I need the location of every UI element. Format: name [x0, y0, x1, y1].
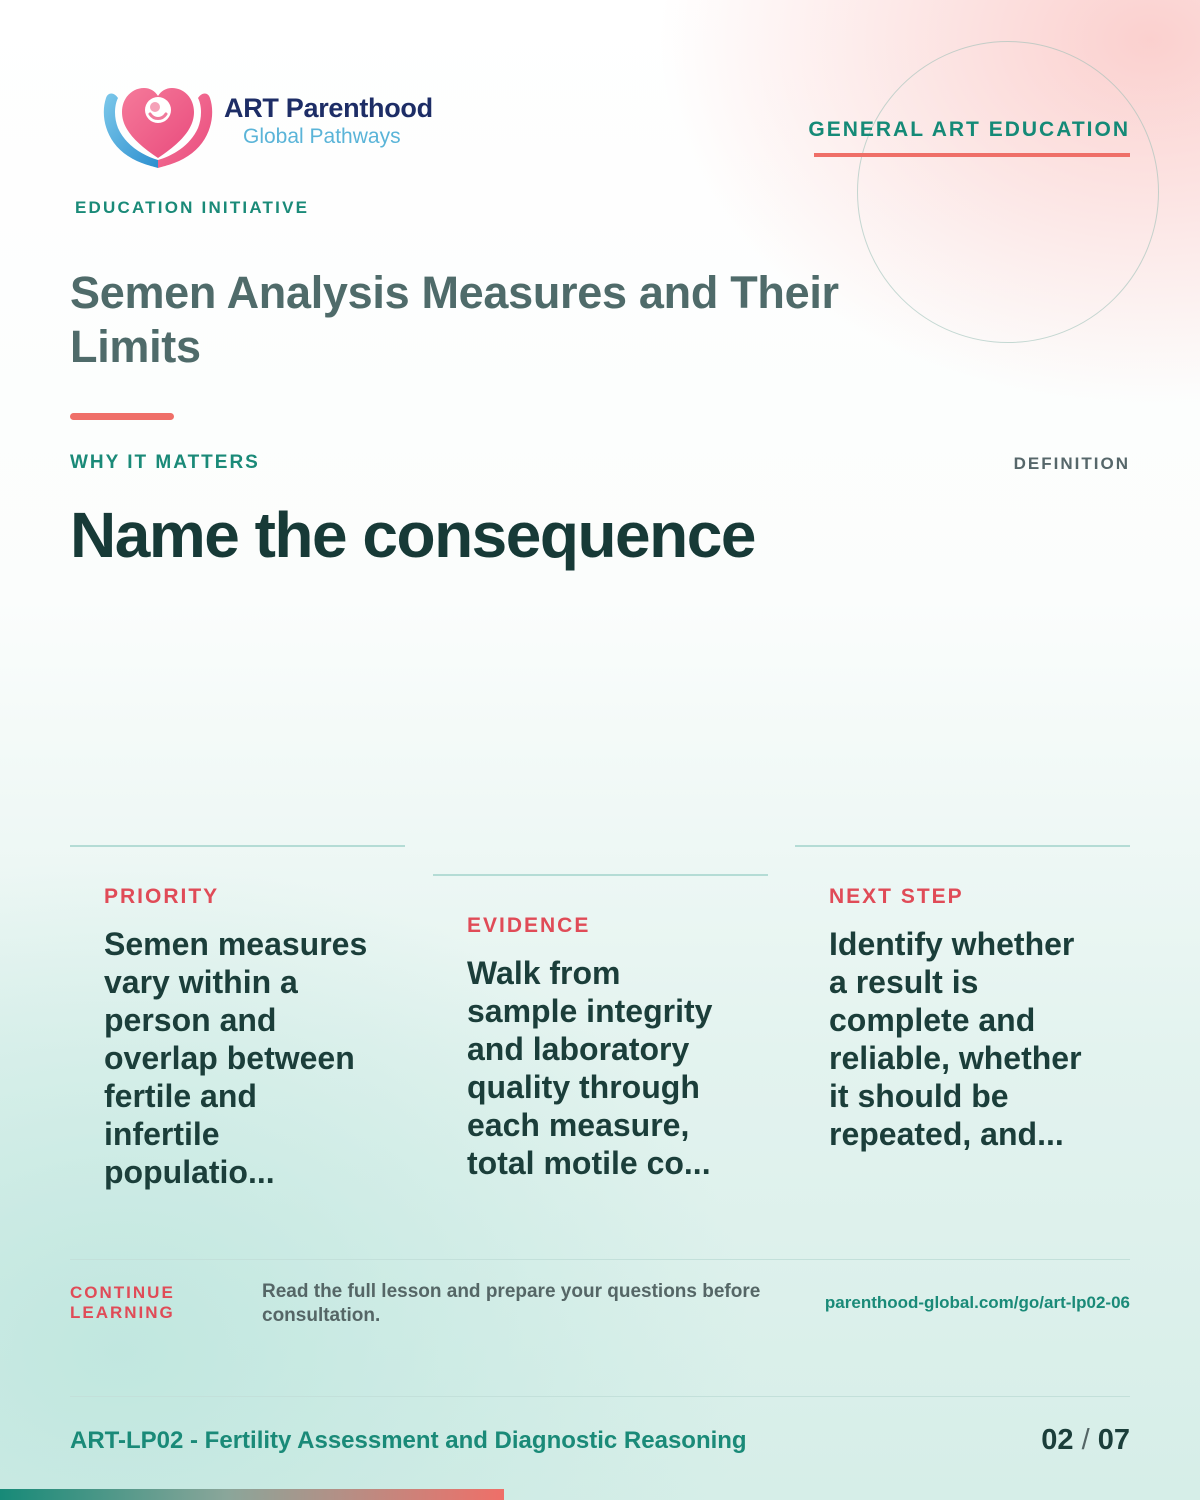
divider — [70, 1396, 1130, 1397]
page-current: 02 — [1041, 1424, 1074, 1456]
card-label: NEXT STEP — [829, 885, 964, 908]
card-label: PRIORITY — [104, 885, 220, 908]
card-text: Semen measures vary within a person and overlap between fertile and infertile populatio... — [104, 926, 368, 1190]
card-priority — [70, 845, 405, 1191]
card-next-step — [795, 845, 1130, 1153]
continue-learning-label: CONTINUE LEARNING — [70, 1283, 175, 1322]
divider — [70, 1259, 1130, 1260]
card-text: Identify whether a result is complete and reliable, whether it should be repeated, and... — [829, 926, 1082, 1152]
section-headline: Name the consequence — [70, 499, 755, 571]
section-label: WHY IT MATTERS — [70, 452, 260, 473]
program-label: EDUCATION INITIATIVE — [75, 198, 310, 217]
hands-heart-logo-icon — [100, 76, 216, 172]
page-counter — [1041, 1424, 1130, 1457]
page-total: 07 — [1097, 1424, 1130, 1456]
lesson-link[interactable]: parenthood-global.com/go/art-lp02-06 — [824, 1293, 1130, 1312]
section-type: DEFINITION — [1013, 454, 1130, 473]
decorative-circle — [857, 41, 1159, 343]
card-evidence — [433, 874, 768, 1182]
card-label: EVIDENCE — [467, 914, 591, 937]
brand-logo — [100, 76, 216, 172]
brand-name: ART Parenthood — [224, 93, 433, 123]
progress-bar — [0, 1489, 1200, 1500]
progress-fill — [0, 1489, 504, 1500]
card-text: Walk from sample integrity and laboratory quality through each measure, total motile co... — [467, 955, 713, 1181]
title-accent-bar — [70, 413, 174, 420]
category-label: GENERAL ART EDUCATION — [808, 118, 1130, 141]
page-separator: / — [1081, 1424, 1090, 1456]
category-underline — [814, 153, 1130, 157]
brand-subtitle: Global Pathways — [243, 125, 401, 148]
continue-learning-text: Read the full lesson and prepare your questions before consultation. — [262, 1281, 761, 1326]
lesson-title: Semen Analysis Measures and Their Limits — [70, 267, 839, 372]
course-title: ART-LP02 - Fertility Assessment and Diagnostic Reasoning — [70, 1427, 747, 1454]
